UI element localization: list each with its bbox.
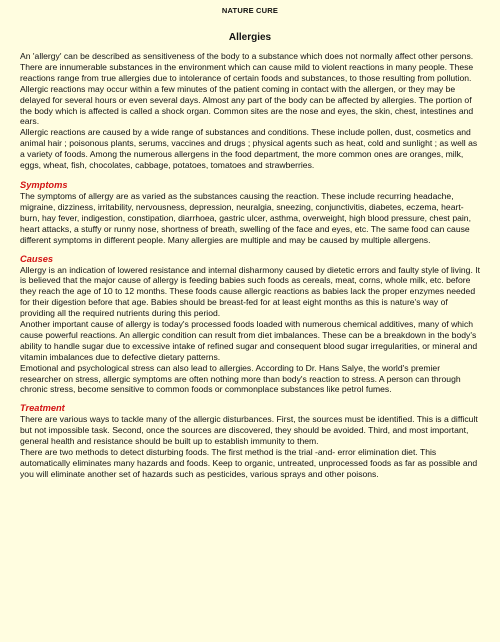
treatment-heading: Treatment xyxy=(20,403,65,414)
symptoms-section xyxy=(20,180,480,246)
causes-section xyxy=(20,254,480,396)
intro-paragraph: Allergic reactions may occur within a few minutes of the patient coming in contact with the allergen, or they may be delayed for several hours or even several days. Almost any part of the body can be affected by allergies. The portion of the body which is affected is called a shock organ. Common sites are the nose and eyes, the skin, chest, intestines and ears. xyxy=(20,83,474,127)
treatment-paragraph: There are various ways to tackle many of the allergic disturbances. First, the sources must be identified. This is a difficult but not impossible task. Second, once the sources are discovered, they should be avoided. Third, and most important, general health and resistance should be built up to establish immunity to them. xyxy=(20,414,478,447)
intro-paragraph: An 'allergy' can be described as sensitiveness of the body to a substance which does not normally affect other persons. There are innumerable substances in the environment which can cause mild to violent reactions in many people. These reactions range from true allergies due to intolerance of certain foods and substances, to those resulting from pollution. xyxy=(20,51,474,83)
running-header: NATURE CURE xyxy=(221,6,279,15)
causes-paragraph: Emotional and psychological stress can also lead to allergies. According to Dr. Hans Salye, the world's premier researcher on stress, allergic symptoms are often nothing more than body's reaction to stress. A person can through chronic stress, become sensitive to common foods or commonplace substances like petrol fumes. xyxy=(20,362,461,395)
treatment-section xyxy=(20,403,480,479)
symptoms-paragraph: The symptoms of allergy are as varied as the substances causing the reaction. These include recurring headache, migraine, dizziness, irritability, nervousness, depression, neuralgia, sneezing, conjunctivitis, diabetes, eczema, heart-burn, hay fever, indigestion, constipation, diarrhoea, gastric ulcer, asthma, overweight, high blood pressure, chest pain, heart attacks, a stuffy or runny nose, shortness of breath, swelling of the face and eyes, etc. The same food can cause different symptoms in different people. Many allergies are multiple and may be caused by multiple allergens. xyxy=(20,190,471,245)
intro-section xyxy=(20,51,480,171)
causes-paragraph: Another important cause of allergy is today's processed foods loaded with numerous chemical additives, many of which cause powerful reactions. An allergic condition can result from diet imbalances. These can be a breakdown in the body's ability to handle sugar due to excessive intake of refined sugar and consequent blood sugar irregularities, or mineral and vitamin imbalances due to defective dietary patterns. xyxy=(20,319,478,362)
treatment-paragraph: There are two methods to detect disturbing foods. The first method is the trial -and- error elimination diet. This automatically eliminates many hazards and foods. Keep to organic, untreated, unprocessed foods as far as possible and you will eliminate another set of hazards such as pesticides, various sprays and other poisons. xyxy=(20,447,478,479)
causes-paragraph: Allergy is an indication of lowered resistance and internal disharmony caused by dietetic errors and faulty style of living. It is believed that the major cause of allergy is feeding babies such foods as cereals, meat, corns, whole milk, etc. before they reach the age of 10 to 12 months. These foods cause allergic reactions as babies lack the proper enzymes needed for their digestion before that age. Babies should be breast-fed for at least eight months as this is nature's way of providing all the required nutrients during this period. xyxy=(20,264,481,319)
article-title: Allergies xyxy=(228,32,272,43)
symptoms-heading: Symptoms xyxy=(20,179,68,190)
causes-heading: Causes xyxy=(20,253,54,264)
intro-paragraph: Allergic reactions are caused by a wide range of substances and conditions. These include pollen, dust, cosmetics and animal hair ; poisonous plants, serums, vaccines and drugs ; physical agents such as heat, cold and sunlight ; as well as a variety of foods. Among the numerous allergens in the food department, the more common ones are oranges, milk, eggs, wheat, fish, chocolates, cabbage, potatoes, tomatoes and strawberries. xyxy=(20,127,478,171)
